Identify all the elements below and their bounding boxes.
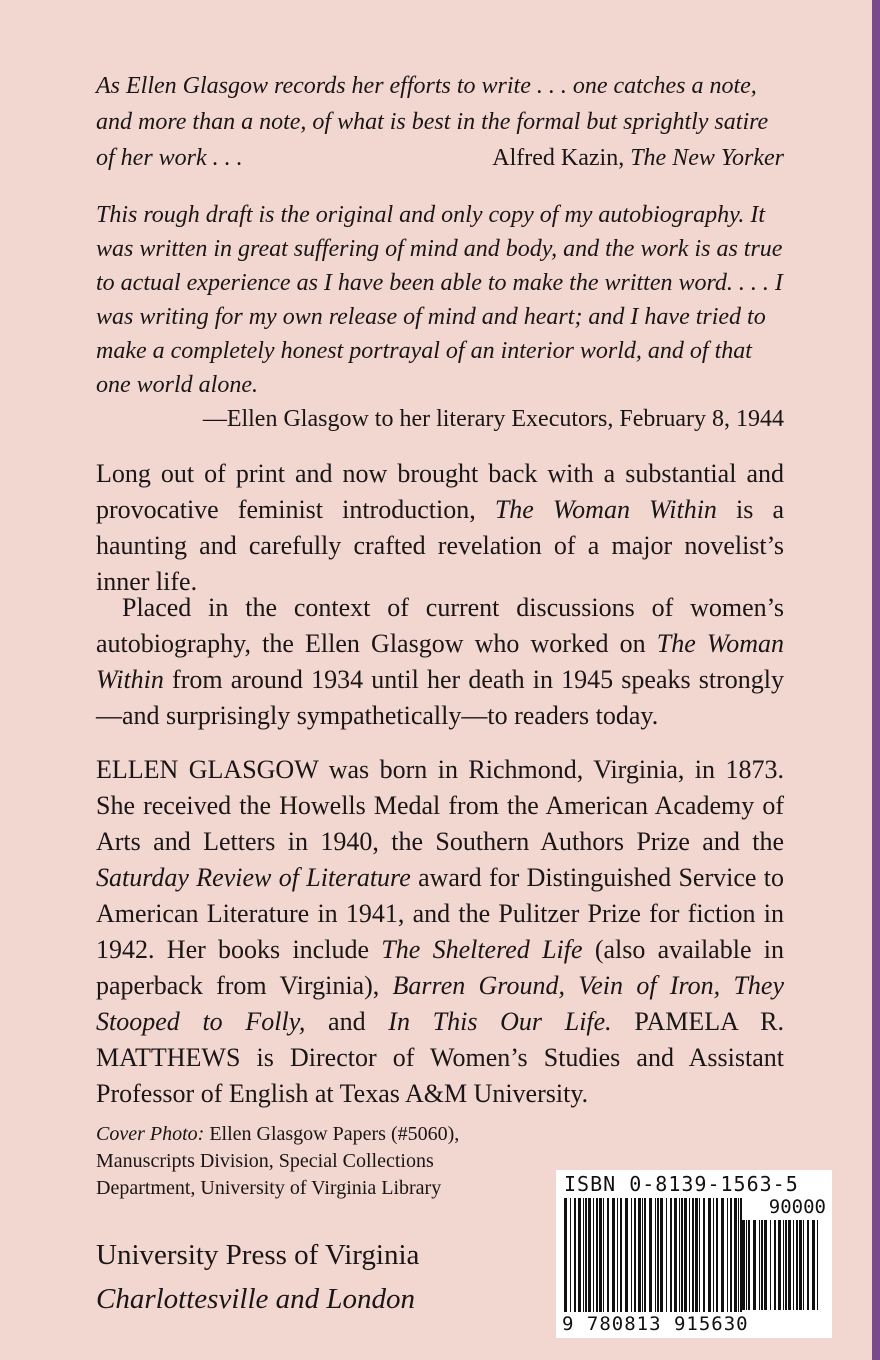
barcode-bar (695, 1198, 698, 1312)
kazin-attribution (492, 140, 784, 176)
desc2-text-b: from around 1934 until her death in 1945 speaks strongly—and surprisingly sympathetically—to readers today. (96, 665, 784, 730)
kazin-source: The New Yorker (630, 145, 784, 171)
barcode-bar (721, 1198, 724, 1312)
barcode-box (556, 1170, 832, 1338)
bio-text-3: (also available in paperback from Virginia), (96, 935, 784, 1000)
barcode-bar (759, 1220, 760, 1310)
publisher-block (96, 1233, 536, 1321)
price-barcode (742, 1220, 822, 1310)
barcode-bar (599, 1198, 602, 1312)
bio-book-3: In This Our Life. (388, 1007, 612, 1036)
barcode-bar (607, 1198, 609, 1312)
barcode-bar (783, 1220, 784, 1310)
barcode-bar (603, 1198, 604, 1312)
barcode-bar (812, 1220, 815, 1310)
desc2-book-title: The Woman Within (96, 629, 784, 694)
desc1-text-a: Long out of print and now brought back with a substantial and provocative feminist introduction, (96, 459, 784, 524)
barcode-bar (564, 1198, 567, 1312)
barcode-bar (817, 1220, 818, 1310)
barcode-bar (708, 1198, 711, 1312)
barcode-bar (593, 1198, 594, 1312)
barcode-bar (644, 1198, 646, 1312)
publisher-location: Charlottesville and London (96, 1283, 415, 1315)
barcode-bar (778, 1220, 781, 1310)
publisher-name: University Press of Virginia (96, 1239, 420, 1271)
barcode-bar (666, 1198, 667, 1312)
barcode-bar (807, 1220, 809, 1310)
barcode-bar (793, 1220, 794, 1310)
description-paragraph-1 (96, 456, 784, 600)
isbn-label: ISBN 0-8139-1563-5 (564, 1172, 799, 1196)
barcode-bar (716, 1198, 718, 1312)
ean-barcode (564, 1198, 744, 1312)
glasgow-quote-attribution: —Ellen Glasgow to her literary Executors, February 8, 1944 (202, 406, 784, 432)
barcode-bar (625, 1198, 628, 1312)
credit-label: Cover Photo: (96, 1123, 205, 1145)
bio-text-5: PAMELA R. MATTHEWS is Director of Women’s Studies and Assistant Professor of English at Texas A&M University. (96, 1007, 785, 1108)
barcode-bar (638, 1198, 641, 1312)
barcode-bar (596, 1198, 598, 1312)
barcode-bar (713, 1198, 714, 1312)
barcode-bar (660, 1198, 663, 1312)
barcode-bar (634, 1198, 636, 1312)
barcode-bar (738, 1198, 739, 1312)
barcode-bar (681, 1198, 683, 1312)
glasgow-quote-text: This rough draft is the original and only copy of my autobiography. It was written in great suffering of mind and body, and the work is as true to actual experience as I have been able to make the written word. . . . I was writing for my own release of mind and heart; and I have tried to make a completely honest portrayal of an interior world, and of that one world alone. (96, 202, 783, 398)
barcode-bar (657, 1198, 659, 1312)
barcode-bar (620, 1198, 622, 1312)
desc1-book-title: The Woman Within (494, 495, 717, 524)
barcode-bar (655, 1198, 656, 1312)
barcode-bar (799, 1220, 802, 1310)
barcode-bar (570, 1198, 571, 1312)
barcode-bar (617, 1198, 618, 1312)
barcode-bar (684, 1198, 687, 1312)
author-bio (96, 752, 784, 1112)
barcode-bar (796, 1220, 798, 1310)
barcode-bar (679, 1198, 680, 1312)
barcode-bar (730, 1198, 732, 1312)
kazin-author: Alfred Kazin, (492, 145, 625, 171)
barcode-bar (670, 1198, 672, 1312)
kazin-quote (96, 68, 784, 176)
bio-book-2: Barren Ground, Vein of Iron, They Stooped to Folly, (96, 971, 784, 1036)
barcode-bar (785, 1220, 787, 1310)
description-paragraph-2 (96, 590, 784, 734)
barcode-bar (788, 1220, 791, 1310)
barcode-bar (612, 1198, 615, 1312)
barcode-bar (774, 1220, 776, 1310)
barcode-bar (803, 1220, 804, 1310)
barcode-bar (770, 1220, 771, 1310)
barcode-bar (674, 1198, 677, 1312)
barcode-bar (761, 1220, 763, 1310)
barcode-bar (631, 1198, 632, 1312)
bio-text-4: and (305, 1007, 389, 1036)
desc1-text-b: is a haunting and carefully crafted revelation of a major novelist’s inner life. (96, 495, 784, 596)
barcode-bar (734, 1198, 737, 1312)
barcode-bar (703, 1198, 705, 1312)
barcode-bar (583, 1198, 584, 1312)
bio-text-2: award for Distinguished Service to American Literature in 1941, and the Pulitzer Prize for fiction in 1942. Her books include (96, 863, 784, 964)
barcode-bar (588, 1198, 591, 1312)
barcode-bar (578, 1198, 581, 1312)
barcode-bar (742, 1220, 745, 1310)
desc2-text-a: Placed in the context of current discussions of women’s autobiography, the Ellen Glasgow who worked on (96, 593, 784, 658)
glasgow-quote (96, 198, 784, 436)
barcode-bar (699, 1198, 700, 1312)
price-code-label: 90000 (768, 1196, 826, 1218)
barcode-bar (753, 1220, 756, 1310)
bio-award-title: Saturday Review of Literature (96, 863, 411, 892)
ean-number-label: 9 780813 915630 (562, 1313, 749, 1335)
barcode-bar (692, 1198, 694, 1312)
barcode-bar (727, 1198, 728, 1312)
barcode-bar (689, 1198, 690, 1312)
credit-text: Ellen Glasgow Papers (#5060), Manuscripts Division, Special Collections Department, University of Virginia Library (96, 1123, 460, 1199)
barcode-bar (574, 1198, 576, 1312)
barcode-bar (649, 1198, 652, 1312)
spine-edge-bar (872, 0, 880, 1360)
barcode-bar (746, 1220, 747, 1310)
bio-book-1: The Sheltered Life (381, 935, 583, 964)
barcode-bar (748, 1220, 750, 1310)
bio-text-1: ELLEN GLASGOW was born in Richmond, Virginia, in 1873. She received the Howells Medal from the American Academy of Arts and Letters in 1940, the Southern Authors Prize and the (96, 755, 784, 856)
barcode-bar (764, 1220, 767, 1310)
kazin-quote-text: As Ellen Glasgow records her efforts to write . . . one catches a note, and more than a note, of what is best in the formal but sprightly satire of her work . . . (96, 73, 769, 171)
cover-photo-credit (96, 1121, 526, 1202)
barcode-bar (585, 1198, 587, 1312)
barcode-bar (642, 1198, 643, 1312)
